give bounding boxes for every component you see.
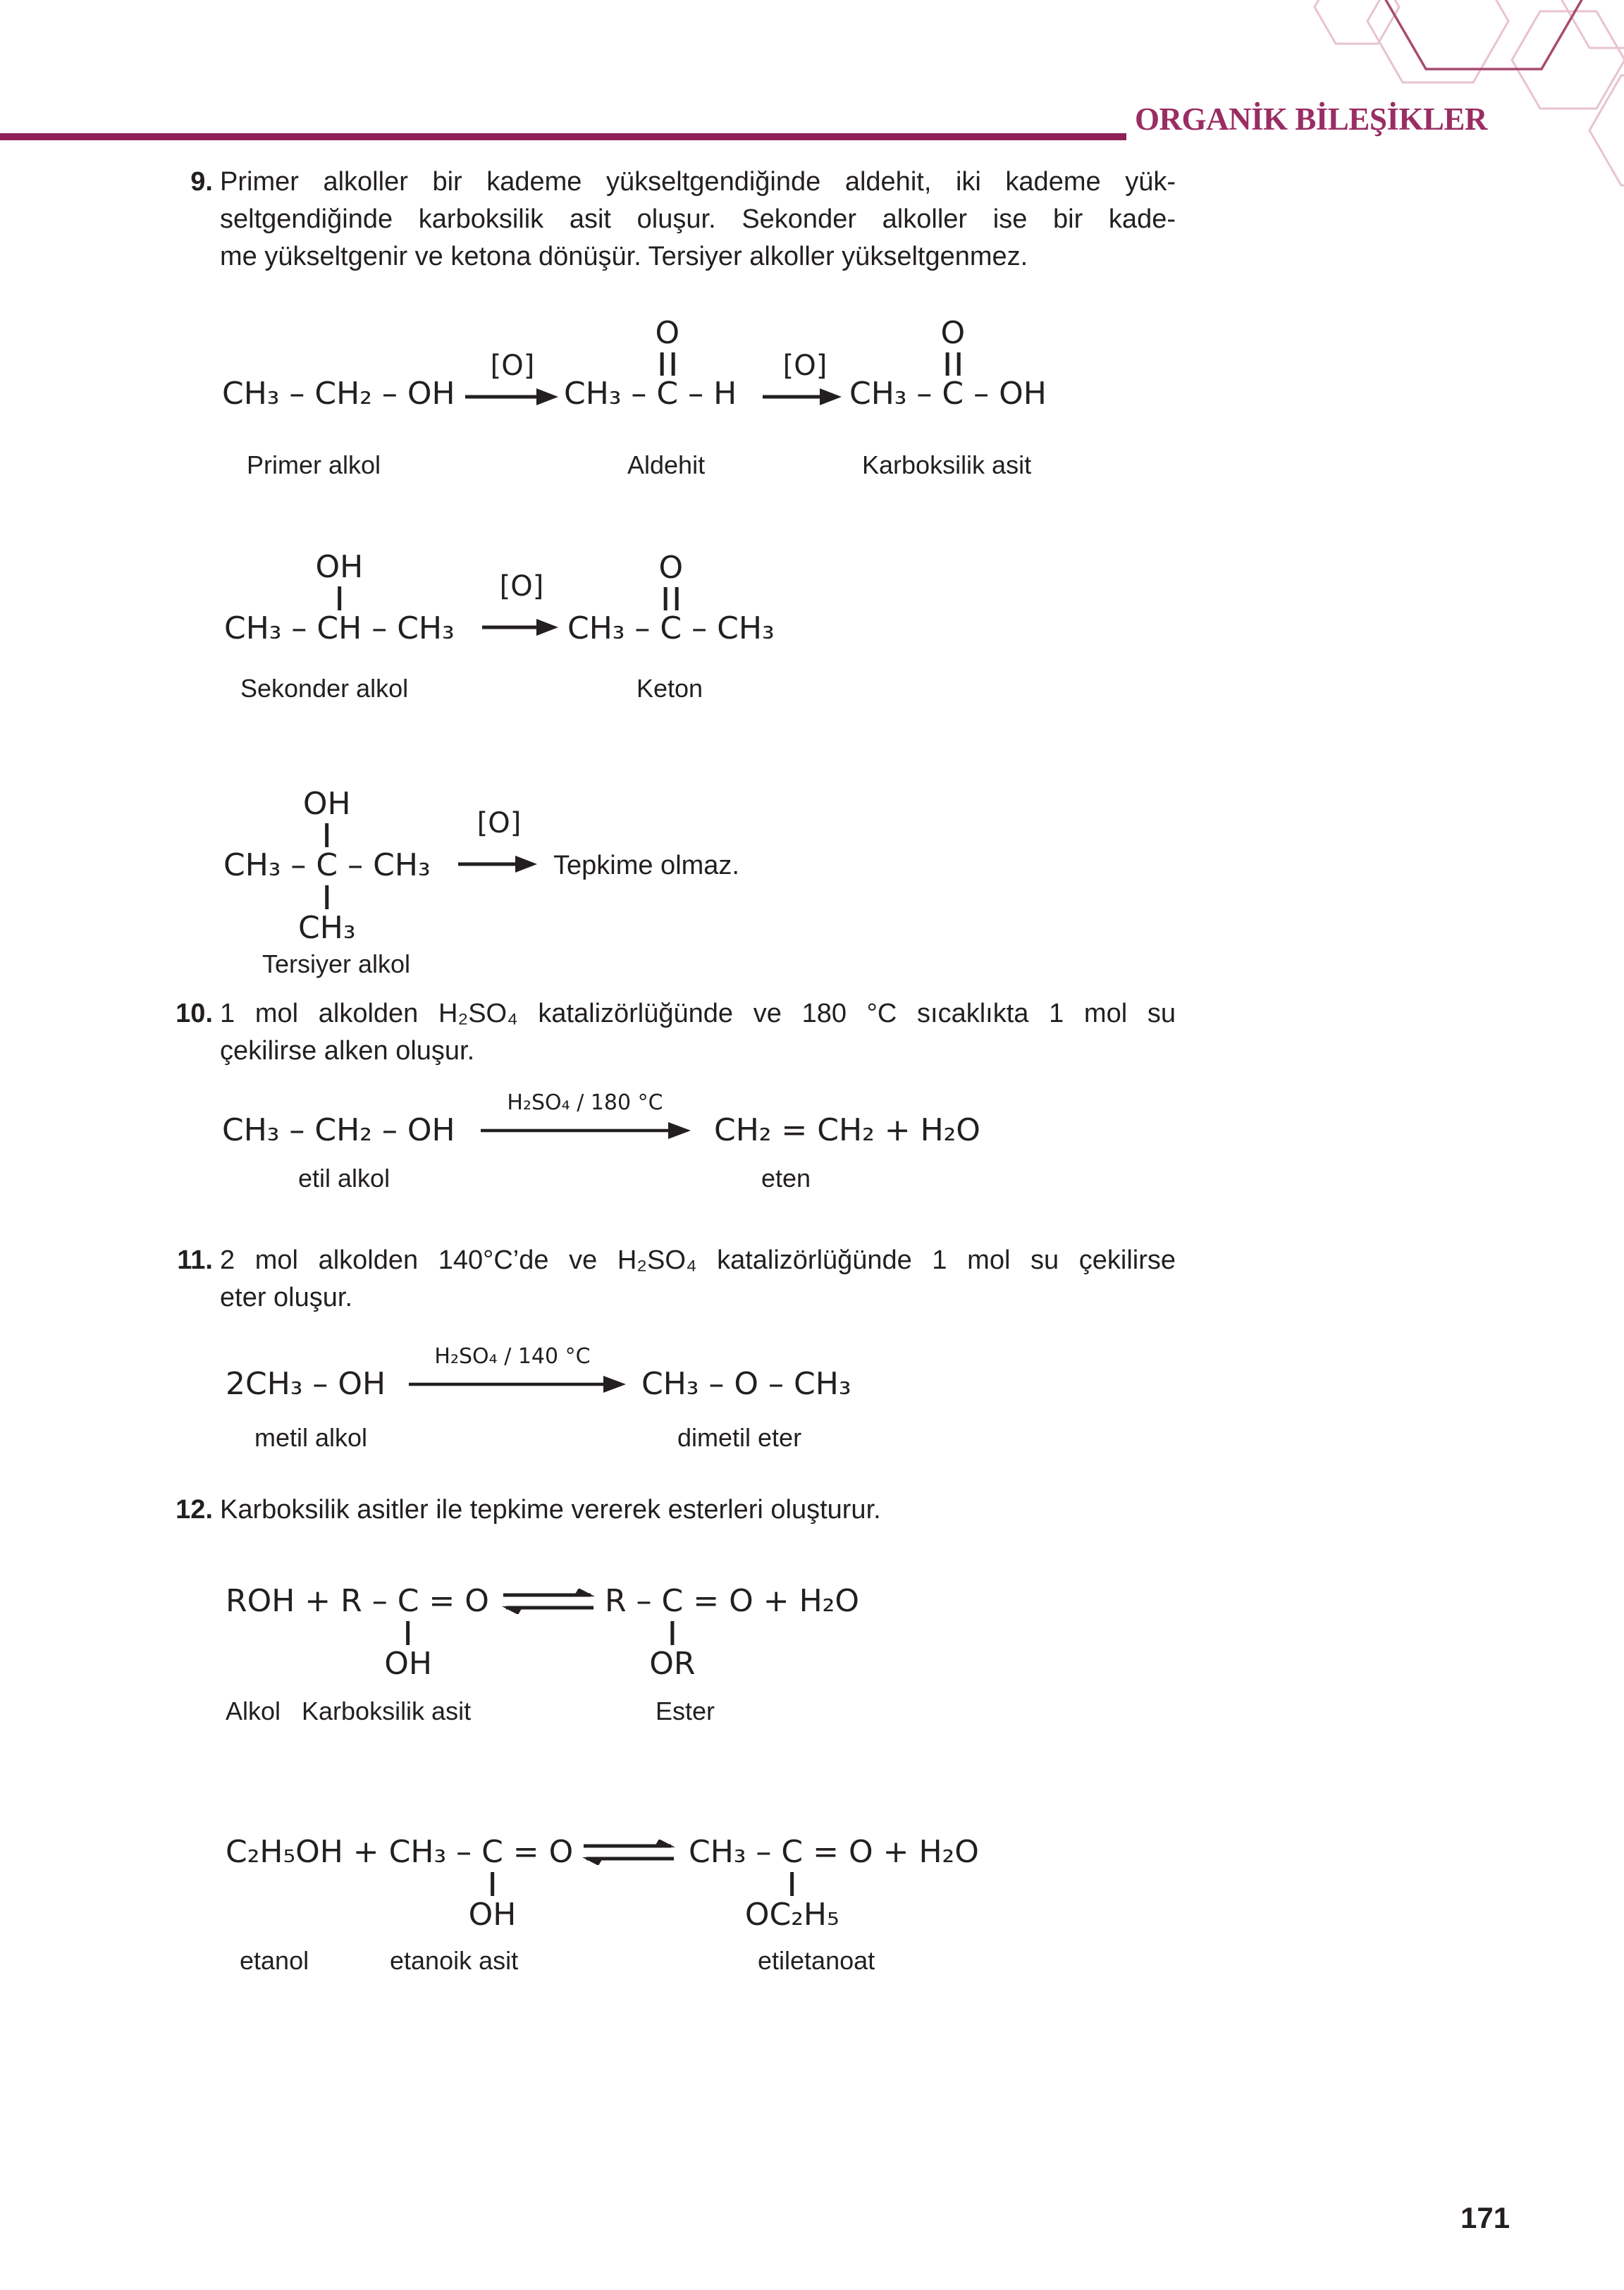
formula-aldehit	[564, 314, 737, 412]
formula-text: = O + H₂O	[683, 1583, 859, 1619]
formula-label: metil alkol	[254, 1423, 368, 1452]
oxygen-atom: O	[658, 549, 684, 586]
carbon-atom: C	[781, 1834, 804, 1870]
formula-dimetil-eter	[641, 1367, 851, 1401]
carbon-atom: C	[942, 376, 964, 412]
carbon-atom: C	[660, 610, 682, 646]
header-rule	[0, 133, 1126, 140]
formula-label: etil alkol	[298, 1164, 390, 1193]
carbonyl-group	[658, 549, 684, 614]
formula-text: CH₃ –	[224, 610, 317, 646]
hydroxyl-group	[315, 548, 364, 614]
formula-text: CH₃ –	[689, 1834, 782, 1870]
carbon-atom: CH	[316, 610, 362, 646]
formula-text: = O + H₂O	[803, 1834, 979, 1870]
oxygen-atom: O	[940, 314, 966, 351]
page-number: 171	[1460, 2201, 1511, 2234]
reaction-arrow	[465, 387, 558, 410]
hydroxyl-group	[469, 1869, 517, 1931]
reaction-arrow	[409, 1374, 626, 1398]
oxidation-label: [O]	[490, 350, 535, 382]
single-bond	[325, 885, 328, 909]
formula-label: etiletanoat	[758, 1946, 875, 1975]
carbon-atom: C	[661, 1583, 684, 1619]
formula-text: – H	[678, 376, 737, 412]
single-bond	[670, 1621, 674, 1645]
formula-text: C₂H₅OH + CH₃ –	[226, 1834, 482, 1870]
formula-etil-alkol	[222, 1114, 455, 1147]
item-text-10	[220, 995, 1176, 1070]
text-line: eter oluşur.	[220, 1283, 352, 1312]
item-number-9: 9.	[190, 167, 213, 197]
formula-text: = O	[503, 1834, 574, 1870]
single-bond	[338, 586, 341, 610]
carbon-atom: C	[397, 1583, 419, 1619]
reaction-result-text: Tepkime olmaz.	[553, 851, 739, 880]
hydroxyl-atom: OH	[315, 548, 364, 585]
oxidation-label: [O]	[499, 570, 544, 603]
formula-text: CH₃ –	[223, 847, 316, 883]
single-bond	[790, 1872, 794, 1896]
text-line: seltgendiğinde karboksilik asit oluşur. Sekonder alkoller ise bir kade-	[220, 204, 1176, 234]
formula-label: Tersiyer alkol	[262, 949, 411, 978]
item-number-10: 10.	[176, 999, 213, 1028]
formula-label: etanoik asit	[390, 1946, 519, 1975]
carbonyl-group	[655, 314, 680, 379]
formula-text: CH₃ –	[849, 376, 942, 412]
formula-keton	[567, 549, 775, 646]
formula-label: Keton	[636, 674, 703, 703]
single-bond	[407, 1621, 410, 1645]
formula-text: CH₃ – CH₂ – OH	[222, 376, 455, 412]
formula-text: – CH₃	[362, 610, 455, 646]
page-title: ORGANİK BİLEŞİKLER	[1135, 101, 1487, 137]
formula-text: 2CH₃ – OH	[226, 1366, 386, 1402]
ester-group	[745, 1869, 839, 1931]
formula-sekonder-alkol	[224, 548, 455, 646]
hydroxyl-atom: OH	[468, 1897, 517, 1933]
formula-text: CH₃ – O – CH₃	[641, 1366, 851, 1402]
double-bond	[945, 352, 960, 376]
carbon-atom: C	[481, 1834, 503, 1870]
single-bond	[325, 823, 328, 847]
formula-text: CH₂ = CH₂ + H₂O	[714, 1112, 980, 1148]
text-line: Karboksilik asitler ile tepkime vererek esterleri oluşturur.	[220, 1495, 881, 1525]
item-text-9	[220, 164, 1176, 276]
formula-text: ROH + R –	[226, 1583, 398, 1619]
formula-label: Alkol	[226, 1697, 281, 1725]
oxygen-atom: O	[655, 314, 680, 351]
hydroxyl-group	[384, 1618, 432, 1680]
item-text-12	[220, 1491, 1176, 1529]
hydroxyl-atom: OH	[302, 785, 351, 822]
formula-label: Karboksilik asit	[862, 450, 1032, 479]
formula-label: dimetil eter	[677, 1423, 802, 1452]
item-text-11	[220, 1242, 1176, 1317]
formula-text: R –	[605, 1583, 662, 1619]
item-number-11: 11.	[177, 1245, 213, 1275]
formula-ester	[605, 1583, 859, 1682]
formula-text: – CH₃	[682, 610, 775, 646]
methyl-atom: CH₃	[298, 910, 356, 947]
formula-etanol-etanoik	[226, 1834, 574, 1933]
formula-text: CH₃ –	[567, 610, 660, 646]
hydroxyl-atom: OH	[384, 1646, 432, 1682]
text-line: 2 mol alkolden 140°C’de ve H₂SO₄ katalizörlüğünde 1 mol su çekilirse	[220, 1245, 1176, 1275]
item-number-12: 12.	[176, 1495, 213, 1525]
double-bond	[663, 587, 678, 610]
formula-text: = O	[419, 1583, 489, 1619]
oxidation-label: [O]	[476, 807, 522, 839]
carbon-atom: C	[656, 376, 679, 412]
formula-primer-alkol	[222, 377, 455, 411]
carbonyl-group	[940, 314, 966, 379]
text-line: Primer alkoller bir kademe yükseltgendiğinde aldehit, iki kademe yük-	[220, 167, 1176, 197]
ester-group	[649, 1618, 695, 1680]
equilibrium-arrow	[500, 1589, 596, 1618]
formula-eten	[714, 1114, 980, 1147]
reaction-condition: H₂SO₄ / 180 °C	[507, 1090, 663, 1115]
formula-label: eten	[761, 1164, 811, 1193]
oxidation-label: [O]	[782, 350, 828, 382]
text-line: 1 mol alkolden H₂SO₄ katalizörlüğünde ve 180 °C sıcaklıkta 1 mol su	[220, 999, 1176, 1028]
alkoxy-atom: OR	[649, 1646, 696, 1682]
double-bond	[660, 352, 675, 376]
formula-text: – CH₃	[338, 847, 431, 883]
formula-tersiyer-alkol	[223, 785, 431, 947]
reaction-condition: H₂SO₄ / 140 °C	[434, 1344, 591, 1369]
methyl-group	[298, 882, 356, 947]
alkoxy-atom: OC₂H₅	[744, 1897, 839, 1933]
formula-metil-alkol	[226, 1367, 386, 1401]
carbon-atom: C	[316, 847, 338, 883]
formula-label: Karboksilik asit	[302, 1697, 472, 1725]
reaction-arrow	[482, 617, 558, 641]
formula-alkol-asit	[226, 1583, 489, 1682]
hydroxyl-group	[302, 785, 351, 851]
formula-text: – OH	[964, 376, 1047, 412]
formula-etiletanoat	[689, 1834, 979, 1933]
formula-label: Primer alkol	[247, 450, 381, 479]
equilibrium-arrow	[581, 1840, 677, 1869]
formula-karboksilik-asit	[849, 314, 1047, 412]
formula-text: CH₃ –	[564, 376, 657, 412]
reaction-arrow	[763, 387, 842, 410]
text-line: me yükseltgenir ve ketona dönüşür. Tersiyer alkoller yükseltgenmez.	[220, 242, 1028, 271]
formula-label: Sekonder alkol	[240, 674, 409, 703]
formula-text: CH₃ – CH₂ – OH	[222, 1112, 455, 1148]
reaction-arrow	[458, 854, 537, 878]
formula-label: Ester	[656, 1697, 715, 1725]
reaction-arrow	[481, 1121, 691, 1144]
formula-label: Aldehit	[627, 450, 706, 479]
single-bond	[491, 1872, 494, 1896]
formula-label: etanol	[240, 1946, 309, 1975]
text-line: çekilirse alken oluşur.	[220, 1036, 475, 1066]
